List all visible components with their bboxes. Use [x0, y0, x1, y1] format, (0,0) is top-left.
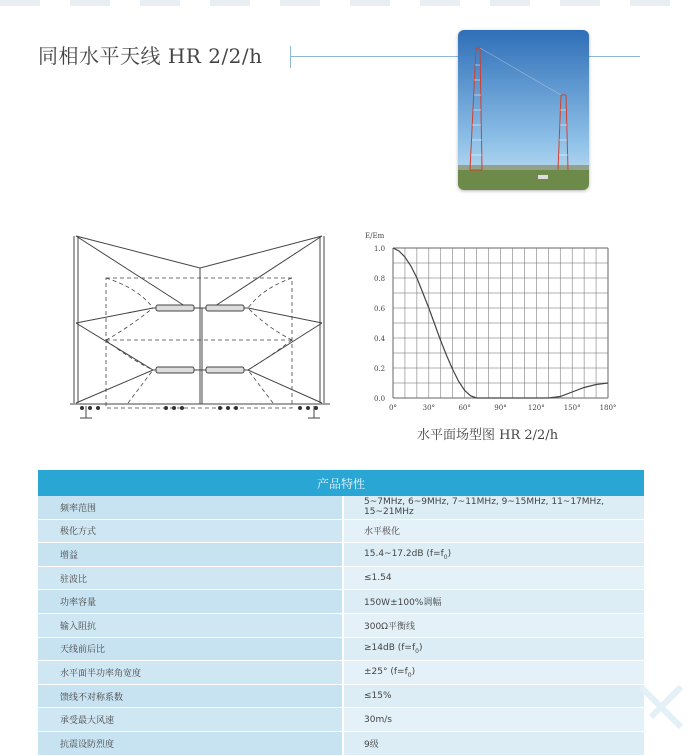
spec-key: 输入阻抗	[38, 613, 343, 637]
spec-key: 极化方式	[38, 519, 343, 543]
spec-value: ≤15%	[343, 684, 644, 708]
spec-key: 抗震设防烈度	[38, 731, 343, 755]
top-decorative-strip	[0, 0, 691, 6]
x-tick-label: 90°	[494, 404, 507, 412]
title-divider-tick	[290, 46, 291, 68]
spec-value-tail: )	[411, 666, 416, 677]
spec-value-sub: 0	[415, 647, 419, 655]
x-tick-label: 120°	[527, 404, 545, 412]
x-tick-label: 0°	[389, 404, 397, 412]
plot-ylabel: E/Em	[365, 232, 385, 240]
y-tick-label: 0.2	[374, 365, 386, 373]
spec-value: 150W±100%调幅	[343, 590, 644, 614]
spec-key: 驻波比	[38, 566, 343, 590]
spec-key: 功率容量	[38, 590, 343, 614]
plot-caption: 水平面场型图 HR 2/2/h	[417, 428, 559, 443]
spec-value: 5~7MHz, 6~9MHz, 7~11MHz, 9~15MHz, 11~17MHz, 15~21MHz	[343, 496, 644, 519]
spec-value-sub: 0	[407, 671, 412, 679]
x-tick-label: 30°	[422, 404, 436, 412]
spec-value	[343, 661, 644, 685]
table-row	[38, 637, 644, 661]
antenna-photo	[458, 30, 589, 190]
spec-value: 30m/s	[343, 708, 644, 732]
spec-value-tail: )	[418, 642, 423, 653]
spec-value-text: 15.4~17.2dB (f=f	[364, 548, 444, 559]
table-row	[38, 684, 644, 708]
spec-value: 水平极化	[343, 519, 644, 543]
x-tick-label: 150°	[563, 404, 581, 412]
spec-value-tail: )	[447, 548, 452, 559]
x-tick-label: 60°	[458, 404, 471, 412]
table-row	[38, 590, 644, 614]
table-header: 产品特性	[38, 470, 644, 496]
spec-key: 水平面半功率角宽度	[38, 661, 343, 685]
spec-value: ≤1.54	[343, 566, 644, 590]
table-row	[38, 613, 644, 637]
table-row	[38, 731, 644, 755]
product-spec-table	[38, 470, 644, 756]
table-row	[38, 543, 644, 567]
horizontal-pattern-plot	[360, 228, 630, 427]
y-tick-label: 0.6	[374, 305, 386, 313]
table-row	[38, 566, 644, 590]
spec-value-text: ≥14dB (f=f	[364, 642, 416, 653]
y-tick-label: 1.0	[374, 245, 386, 253]
page-title: 同相水平天线 HR 2/2/h	[38, 44, 263, 68]
y-tick-label: 0.8	[374, 275, 386, 283]
table-row	[38, 661, 644, 685]
spec-key: 承受最大风速	[38, 708, 343, 732]
table-row	[38, 496, 644, 519]
table-row	[38, 519, 644, 543]
watermark-logo	[631, 677, 691, 737]
antenna-array-diagram	[68, 228, 338, 432]
y-tick-label: 0.4	[374, 335, 386, 343]
y-tick-label: 0.0	[374, 395, 386, 403]
spec-value: 300Ω平衡线	[343, 613, 644, 637]
spec-value	[343, 637, 644, 661]
spec-key: 增益	[38, 543, 343, 567]
x-tick-label: 180°	[599, 404, 617, 412]
spec-key: 频率范围	[38, 496, 343, 519]
spec-key: 天线前后比	[38, 637, 343, 661]
spec-value-sub: 0	[443, 553, 448, 561]
spec-key: 馈线不对称系数	[38, 684, 343, 708]
spec-value-text: ±25° (f=f	[364, 666, 408, 677]
table-row	[38, 708, 644, 732]
spec-value: 9级	[343, 731, 644, 755]
spec-value	[343, 543, 644, 567]
